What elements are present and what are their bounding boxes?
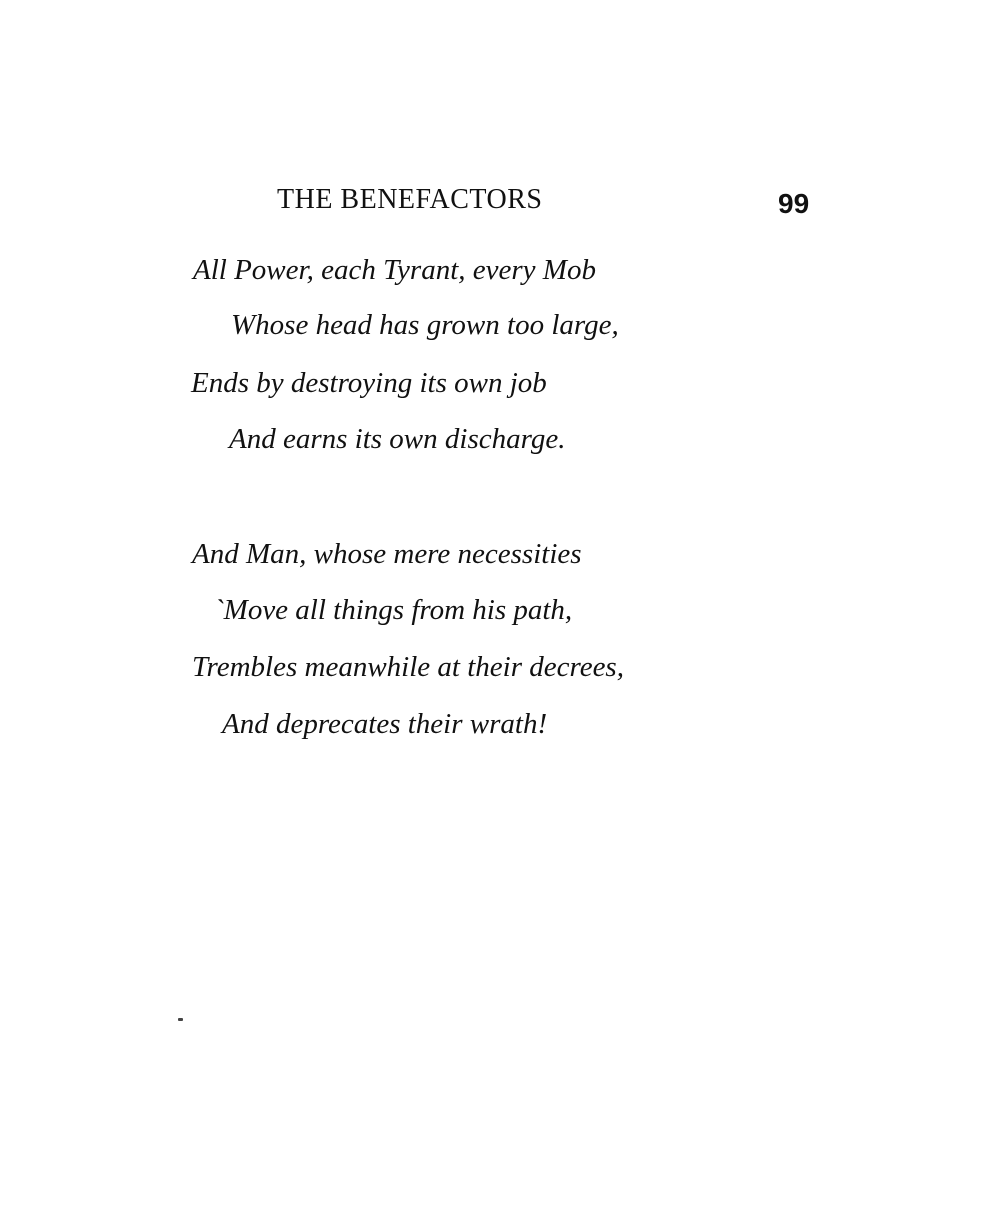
page-number: 99 (778, 188, 810, 219)
print-speck (178, 1018, 183, 1021)
poem-line: And Man, whose mere necessities (192, 538, 582, 570)
running-title: THE BENEFACTORS (277, 184, 543, 215)
poem-line: `Move all things from his path, (214, 594, 573, 626)
poem-line: Trembles meanwhile at their decrees, (192, 651, 624, 683)
poem-line: Ends by destroying its own job (191, 367, 547, 399)
poem-line: Whose head has grown too large, (231, 309, 619, 341)
poem-line: All Power, each Tyrant, every Mob (193, 254, 596, 286)
poem-line: And earns its own discharge. (229, 423, 566, 455)
poem-line: And deprecates their wrath! (222, 708, 548, 740)
